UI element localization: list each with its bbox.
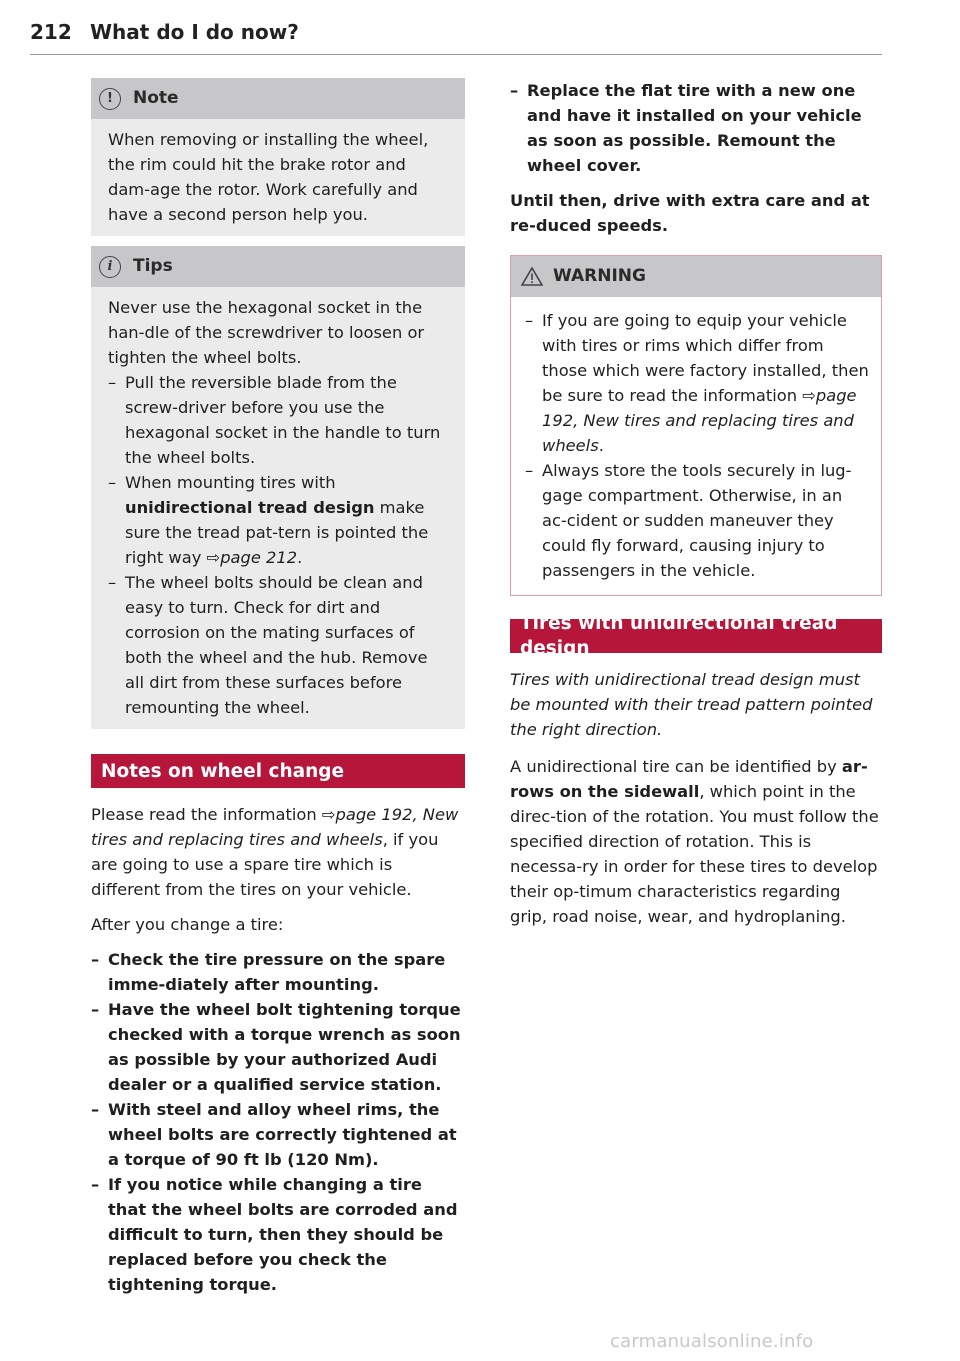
wheel-change-list (91, 947, 465, 1297)
right-column (510, 78, 882, 929)
list-item: – Have the wheel bolt tightening torque checked with a torque wrench as soon as possible by your authorized Audi dealer or a qualified service station. (91, 997, 465, 1097)
tips-list (108, 370, 451, 720)
paragraph-text: Please read the information (91, 805, 322, 824)
tips-intro: Never use the hexagonal socket in the han-dle of the screwdriver to loosen or tighten the wheel bolts. (108, 298, 425, 367)
tips-header (91, 246, 465, 287)
tips-box (91, 246, 465, 729)
paragraph-text: , if you are going to use a spare tire which is different from the tires on your vehicle. (91, 830, 439, 899)
paragraph-text: A unidirectional tire can be identified by (510, 757, 842, 776)
info-circle-icon: i (99, 256, 121, 278)
page-number: 212 (30, 20, 72, 44)
watermark: carmanualsonline.info (610, 1331, 814, 1352)
note-title: Note (133, 88, 179, 108)
note-box (91, 78, 465, 236)
warning-item (525, 308, 869, 458)
page-reference-link[interactable]: ⇨page 192, New tires and replacing tires and wheels (91, 805, 459, 849)
warning-item: – Always store the tools securely in lug-gage compartment. Otherwise, in an ac-cident or sudden maneuver they could fly forward, causing injury to passengers in the vehicle. (525, 458, 869, 583)
tips-item-bold: unidirectional tread design (125, 498, 375, 517)
warning-list (525, 308, 869, 583)
note-body (91, 119, 465, 236)
tips-item (108, 470, 451, 570)
section-heading-unidirectional: Tires with unidirectional tread design (510, 619, 882, 653)
warning-box (510, 255, 882, 596)
tips-item-text: When mounting tires with (125, 473, 336, 492)
until-then-text: Until then, drive with extra care and at re-duced speeds. (510, 191, 870, 235)
paragraph-text: , which point in the direc-tion of the rotation. You must follow the specified direction of rotation. This is necessa-ry in order for these tires to develop their op-timum characteristics regarding grip, road noise, wear, and hydroplaning. (510, 782, 879, 926)
warning-title: WARNING (553, 266, 646, 286)
warning-header (511, 256, 881, 297)
note-text: When removing or installing the wheel, the rim could hit the brake rotor and dam-age the rotor. Work carefully and have a second person help you. (108, 130, 429, 224)
tips-item-end: . (297, 548, 303, 567)
tips-item: – Pull the reversible blade from the screw-driver before you use the hexagonal socket in the handle to turn the wheel bolts. (108, 370, 451, 470)
tips-title: Tips (133, 256, 173, 276)
after-change-text: After you change a tire: (91, 915, 284, 934)
exclamation-circle-icon: ! (99, 88, 121, 110)
tips-item: – The wheel bolts should be clean and easy to turn. Check for dirt and corrosion on the mating surfaces of both the wheel and the hub. Remove all dirt from these surfaces before remounting the wheel. (108, 570, 451, 720)
unidirectional-paragraph (510, 754, 882, 929)
list-item: – If you notice while changing a tire that the wheel bolts are corroded and difficult to turn, then they should be replaced before you check the tightening torque. (91, 1172, 465, 1297)
list-item: – With steel and alloy wheel rims, the wheel bolts are correctly tightened at a torque of 90 ft lb (120 Nm). (91, 1097, 465, 1172)
warning-item-text: If you are going to equip your vehicle with tires or rims which differ from those which were factory installed, then be sure to read the information (542, 311, 869, 405)
left-column (91, 78, 465, 1297)
unidirectional-intro: Tires with unidirectional tread design must be mounted with their tread pattern pointed the right direction. (510, 670, 873, 739)
list-item: – Replace the flat tire with a new one and have it installed on your vehicle as soon as possible. Remount the wheel cover. (510, 78, 882, 178)
warning-body (511, 297, 881, 595)
wheel-change-paragraph (91, 802, 465, 902)
warning-item-end: . (598, 436, 604, 455)
page-reference-link[interactable]: ⇨page 192, New tires and replacing tires and wheels (542, 386, 857, 455)
wheel-change-list-continued (510, 78, 882, 178)
paragraph-bold: ar-rows on the sidewall (510, 757, 868, 801)
tips-body (91, 287, 465, 729)
page-reference-link[interactable]: ⇨page 212 (206, 548, 298, 567)
section-heading-wheel-change: Notes on wheel change (91, 754, 465, 788)
tips-item-text: make sure the tread pat-tern is pointed the right way (125, 498, 429, 567)
section-title: What do I do now? (90, 20, 299, 44)
warning-triangle-icon (521, 267, 543, 286)
note-header (91, 78, 465, 119)
page-header (30, 20, 882, 55)
list-item: – Check the tire pressure on the spare imme-diately after mounting. (91, 947, 465, 997)
